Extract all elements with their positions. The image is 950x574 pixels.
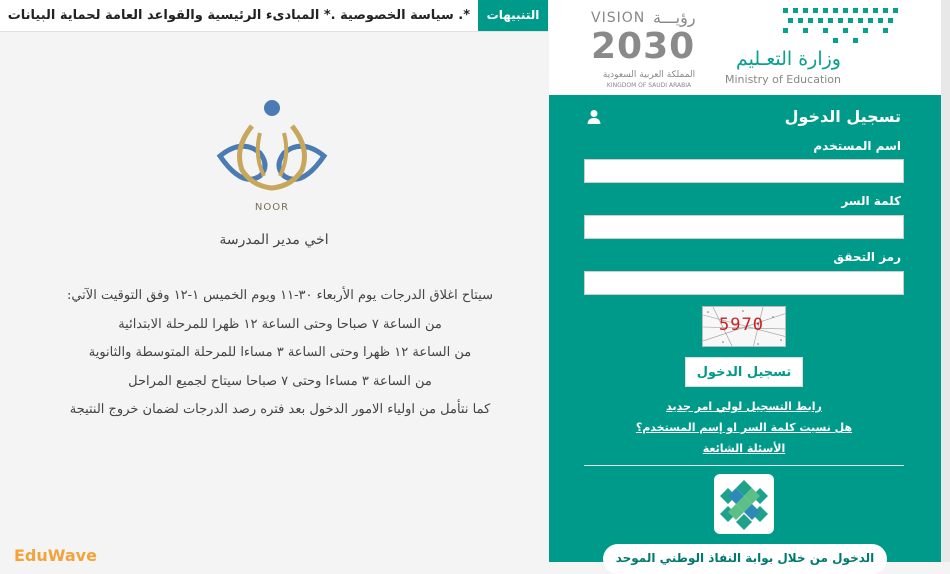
eduwave-logo-a: Edu [14,546,48,565]
user-icon [587,109,601,125]
login-title: تسجيل الدخول [784,107,901,126]
faq-link[interactable]: الأسئلة الشائعة [702,442,786,455]
password-input[interactable] [584,215,904,239]
moe-logo [721,4,901,92]
captcha-label: رمز التحقق [833,250,901,264]
username-input[interactable] [584,159,904,183]
notice-body [20,282,540,425]
eduwave-logo-b: Wave [47,546,97,565]
noor-logo-icon [212,98,332,218]
vision-en: VISION [591,10,646,26]
captcha-text: 5970 [719,315,764,335]
vision-ar: رؤيـــة [653,8,696,27]
moe-ar: وزارة التعـليم [735,48,841,70]
vision-2030-logo [591,8,711,90]
header-logos [549,0,941,95]
nafath-icon [714,474,774,534]
divider [584,465,904,466]
page-edge [941,0,950,562]
notice-line: سيتاح اغلاق الدرجات يوم الأربعاء ٣٠-١١ ويوم الخميس ١-١٢ وفق التوقيت الآتي: [66,288,494,303]
vision-year: 2030 [591,26,696,67]
login-button[interactable]: تسجيل الدخول [685,357,803,387]
announcement-bar [0,0,548,32]
login-panel [549,95,941,565]
notice-line: كما نتأمل من اولياء الامور الدخول بعد فتره رصد الدرجات لضمان خروج النتيجة [69,402,491,417]
captcha-image [702,306,786,347]
announcement-label: التنبيهات [478,0,548,31]
username-label: اسم المستخدم [813,139,901,153]
notice-line: من الساعة ٣ مساءا وحتى ٧ صباحا سيتاح لجميع المراحل [128,373,432,389]
noor-logo-text: NOOR [254,202,290,213]
vision-kingdom-ar: المملكة العربية السعودية [602,70,696,80]
captcha-input[interactable] [584,271,904,295]
announcement-text[interactable]: *. سياسة الخصوصية .* المبادىء الرئيسية والقواعد العامة لحماية البيانات [7,8,470,23]
notice-greeting: اخي مدير المدرسة [219,232,329,248]
nafath-logo[interactable] [714,474,774,534]
moe-en: Ministry of Education [725,73,842,86]
notice-line: من الساعة ١٢ ظهرا وحتى الساعة ٣ مساءا للمرحلة المتوسطة والثانوية [88,345,472,360]
password-label: كلمة السر [841,194,901,208]
notice-area [0,32,548,565]
forgot-password-link[interactable]: هل نسيت كلمة السر او إسم المستخدم؟ [635,421,853,434]
register-link[interactable]: رابط التسجيل لولي امر جديد [666,400,822,413]
eduwave-logo [14,546,97,565]
moe-dots-icon [781,4,901,44]
vision-kingdom-en: KINGDOM OF SAUDI ARABIA [606,82,692,89]
nafath-login-button[interactable]: الدخول من خلال بوابة النفاذ الوطني الموحد [603,544,887,574]
notice-line: من الساعة ٧ صباحا وحتى الساعة ١٢ ظهرا للمرحلة الابتدائية [118,316,442,332]
